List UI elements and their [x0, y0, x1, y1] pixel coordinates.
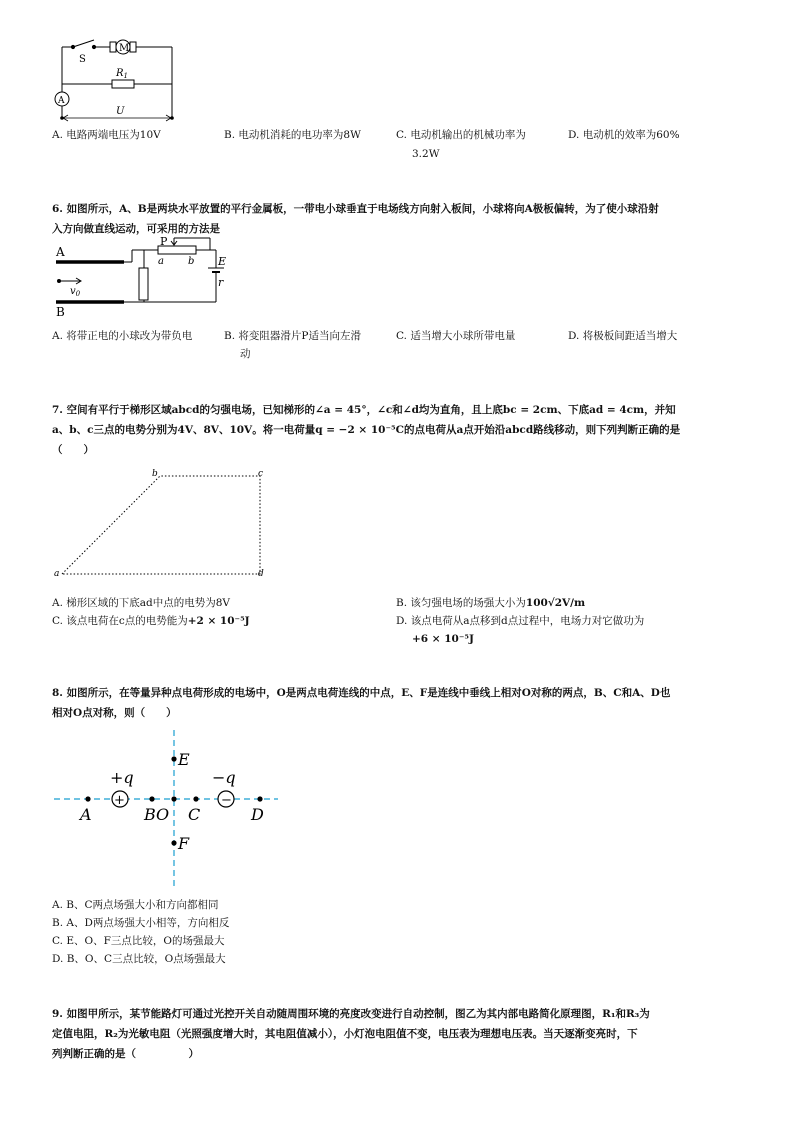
q7-vertex-d: d: [258, 569, 264, 579]
q8-plus-q-label: +q: [110, 768, 134, 787]
q8-option-b: B. A、D两点场强大小相等，方向相反: [52, 917, 230, 929]
q8-minus-sign: −: [221, 793, 232, 808]
q9-r2: R₂: [104, 1028, 118, 1040]
q6-rheostat-b-label: b: [188, 256, 195, 267]
q7-option-d-line2: +6 × 10⁻⁵J: [412, 633, 474, 645]
q7-option-c: C. 该点电荷在c点的电势能为+2 × 10⁻⁵J: [52, 615, 250, 627]
q7-stem: [52, 400, 742, 460]
q5-ammeter-label: A: [58, 96, 65, 106]
q5-option-b: B. 电动机消耗的电功率为8W: [224, 129, 361, 141]
q6-option-b-line1: B. 将变阻器滑片P适当向左滑: [224, 330, 361, 342]
q8-stem: [52, 683, 742, 723]
q6-internal-r-label: r: [218, 276, 224, 289]
q7-bc-length: bc = 2cm: [502, 404, 558, 416]
q5-option-c-line1: C. 电动机输出的机械功率为: [396, 129, 526, 141]
q6-capacitor-figure: [50, 234, 240, 320]
q6-plate-a-label: A: [56, 245, 65, 259]
q5-motor-label: M: [119, 43, 130, 54]
q5-option-a: A. 电路两端电压为10V: [52, 129, 161, 141]
q8-dipole-figure: [52, 728, 282, 888]
q9-r1: R₁: [602, 1008, 616, 1020]
q8-bo-label: BO: [144, 805, 170, 824]
q7-option-a: A. 梯形区域的下底ad中点的电势为8V: [52, 597, 231, 609]
q6-slider-label: P: [160, 235, 168, 248]
q6-stem: [52, 199, 742, 239]
q6-option-b-line2: 动: [240, 348, 251, 360]
q8-option-c: C. E、O、F三点比较，O的场强最大: [52, 935, 225, 947]
q5-option-c-line2: 3.2W: [412, 148, 440, 160]
q8-a-label: A: [80, 805, 92, 824]
q5-resistor-label: $R_1$: [116, 68, 128, 80]
q7-angle-a: ∠a = 45°: [315, 404, 367, 416]
q6-option-c: C. 适当增大小球所带电量: [396, 330, 516, 342]
q8-plus-sign: +: [114, 793, 125, 808]
q7-option-b: B. 该匀强电场的场强大小为100√2V/m: [396, 597, 586, 609]
q5-switch-label: S: [79, 54, 86, 65]
q9-stem-line2: 定值电阻，R₂为光敏电阻（光照强度增大时，其电阻值减小），小灯泡电阻值不变，电压表为理想电压表。当天逐渐变亮时，下: [52, 1028, 638, 1040]
q6-emf-label: E: [218, 255, 227, 268]
q7-vertex-b: b: [152, 469, 158, 479]
q6-rheostat-a-label: a: [158, 256, 164, 267]
q9-r3: R₃: [625, 1008, 640, 1020]
q7-trapezoid-figure: [50, 466, 274, 582]
q6-stem-line2: 入方向做直线运动，可采用的方法是: [52, 223, 220, 235]
q8-option-a: A. B、C两点场强大小和方向都相同: [52, 899, 219, 911]
q6-stem-line1: 6. 如图所示，A、B是两块水平放置的平行金属板，一带电小球垂直于电场线方向射入板间，小球将向A极板偏转，为了使小球沿射: [52, 203, 659, 215]
q8-c-label: C: [188, 805, 201, 824]
q8-d-label: D: [251, 805, 264, 824]
q5-circuit-figure: [50, 34, 190, 128]
q7-charge: q = −2 × 10⁻⁵C: [315, 424, 404, 436]
q6-option-d: D. 将极板间距适当增大: [568, 330, 678, 342]
q5-voltage-label: U: [116, 106, 125, 117]
q7-stem-line3: （ ）: [52, 444, 94, 456]
q8-stem-line1: 8. 如图所示，在等量异种点电荷形成的电场中，O是两点电荷连线的中点，E、F是连线中垂线上相对O对称的两点，B、C和A、D也: [52, 687, 671, 699]
q7-vertex-a: a: [54, 569, 60, 579]
q9-stem-line1: 9. 如图甲所示，某节能路灯可通过光控开关自动随周围环境的亮度改变进行自动控制，图乙为其内部电路简化原理图，R₁和R₃为: [52, 1008, 650, 1020]
q8-e-label: E: [178, 750, 190, 769]
q7-ad-length: ad = 4cm: [589, 404, 645, 416]
q9-stem: [52, 1004, 742, 1064]
q6-plate-b-label: B: [56, 305, 65, 319]
q7-vertex-c: c: [258, 469, 264, 479]
q8-stem-line2: 相对O点对称，则（ ）: [52, 707, 177, 719]
q5-option-d: D. 电动机的效率为60%: [568, 129, 680, 141]
q8-option-d: D. B、O、C三点比较，O点场强最大: [52, 953, 226, 965]
q7-stem-line2: a、b、c三点的电势分别为4V、8V、10V。将一电荷量q = −2 × 10⁻⁵C的点电荷从a点开始沿abcd路线移动，则下列判断正确的是: [52, 424, 681, 436]
q7-stem-line1: 7. 空间有平行于梯形区域abcd的匀强电场，已知梯形的∠a = 45°，∠c和∠d均为直角，且上底bc = 2cm、下底ad = 4cm，并知: [52, 404, 676, 416]
q8-f-label: F: [178, 834, 190, 853]
q9-stem-line3: 列判断正确的是（ ）: [52, 1048, 199, 1060]
q6-option-a: A. 将带正电的小球改为带负电: [52, 330, 193, 342]
q8-minus-q-label: −q: [212, 768, 236, 787]
q6-velocity-label: $v_0$: [70, 286, 81, 298]
q7-option-d-line1: D. 该点电荷从a点移到d点过程中，电场力对它做功为: [396, 615, 645, 627]
